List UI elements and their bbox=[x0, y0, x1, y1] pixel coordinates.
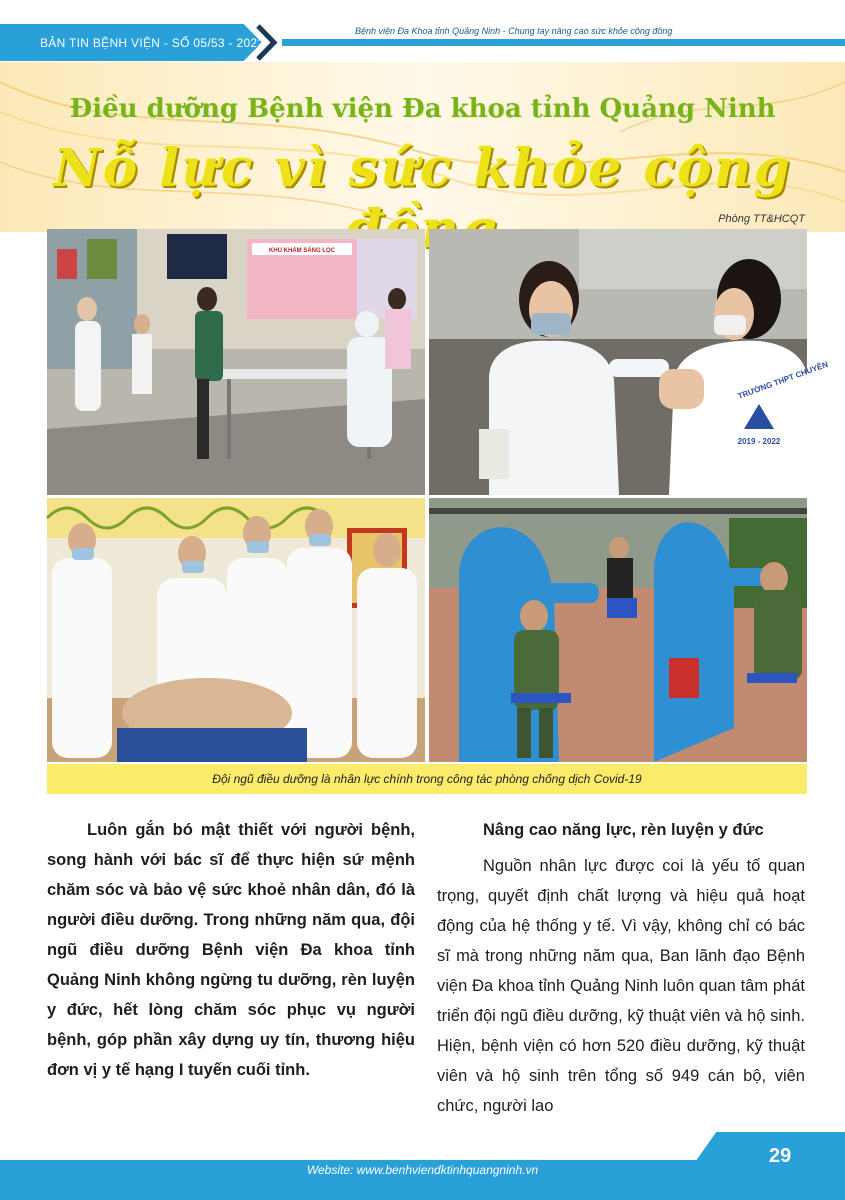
right-column bbox=[437, 815, 805, 1121]
lead-paragraph: Luôn gắn bó mật thiết với người bệnh, song hành với bác sĩ để thực hiện sứ mệnh chăm sóc và bảo vệ sức khoẻ nhân dân, đó là người điều dưỡng. Trong những năm qua, đội ngũ điều dưỡng Bệnh viện Đa khoa tỉnh Quảng Ninh không ngừng tu dưỡng, rèn luyện y đức, hết lòng chăm sóc phục vụ người bệnh, góp phần xây dựng uy tín, thương hiệu đơn vị y tế hạng I tuyến cuối tỉnh. bbox=[47, 821, 415, 1079]
article-headline: Nỗ lực vì sức khỏe cộng bbox=[53, 138, 792, 199]
photo-screening-station bbox=[47, 229, 425, 495]
body-paragraph: Nguồn nhân lực được coi là yếu tố quan trọng, quyết định chất lượng và hiệu quả hoạt động của hệ thống y tế. Vì vậy, không chỉ có bác sĩ mà trong những năm qua, Ban lãnh đạo Bệnh viện Đa khoa tỉnh Quảng Ninh luôn quan tâm phát triển đội ngũ điều dưỡng, kỹ thuật viên và hộ sinh. Hiện, bệnh viện có hơn 520 điều dưỡng, kỹ thuật viên và hộ sinh trên tổng số 949 cán bộ, viên chức, người lao bbox=[437, 857, 805, 1115]
banner-text: KHU KHÁM SÀNG LỌC bbox=[269, 248, 335, 254]
photo-covid-testing bbox=[429, 498, 807, 762]
header-rule bbox=[282, 39, 845, 46]
section-subheading: Nâng cao năng lực, rèn luyện y đức bbox=[483, 821, 764, 839]
photo-caption: Đội ngũ điều dưỡng là nhân lực chính trong công tác phòng chống dịch Covid-19 bbox=[47, 764, 807, 794]
shirt-year: 2019 - 2022 bbox=[737, 437, 781, 446]
issue-label: BẢN TIN BỆNH VIỆN - SỐ 05/53 - 2022 bbox=[40, 36, 265, 50]
page-number: 29 bbox=[769, 1145, 792, 1167]
shirt-text: TRƯỜNG THPT CHUYÊN bbox=[736, 359, 830, 401]
article-author: Phòng TT&HCQT bbox=[718, 213, 805, 225]
photo-student-vaccination bbox=[429, 229, 830, 495]
photo-cpr-training bbox=[47, 498, 425, 762]
footer-website: Website: www.benhviendktinhquangninh.vn bbox=[306, 1163, 539, 1177]
chevron-right-icon bbox=[252, 24, 280, 61]
header-slogan: Bệnh viện Đa Khoa tỉnh Quảng Ninh - Chung tay nâng cao sức khỏe cộng đồng bbox=[355, 26, 673, 36]
article-title: Điều dưỡng Bệnh viện Đa khoa tỉnh Quảng Ninh bbox=[69, 94, 776, 124]
